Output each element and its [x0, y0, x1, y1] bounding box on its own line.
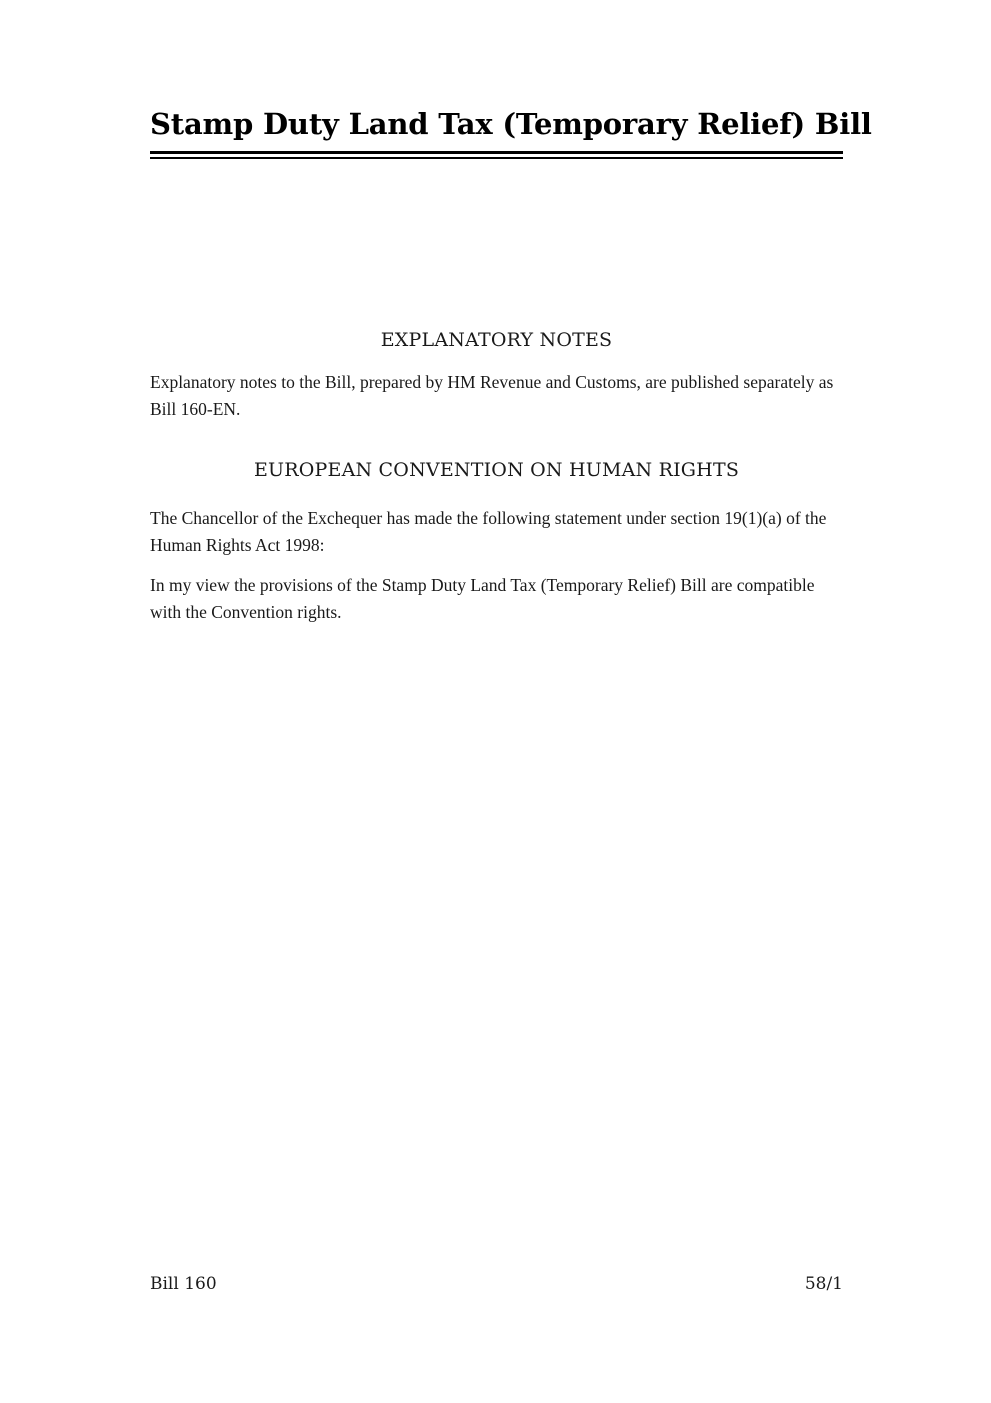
section-heading-explanatory-notes: EXPLANATORY NOTES [380, 329, 613, 351]
title-double-rule-thick [150, 151, 843, 154]
paragraph-explanatory-notes: Explanatory notes to the Bill, prepared by HM Revenue and Customs, are published separately as Bill 160-EN. [150, 372, 834, 419]
section-heading-european-convention: EUROPEAN CONVENTION ON HUMAN RIGHTS [253, 459, 740, 481]
footer-bill-number: Bill 160 [150, 1274, 217, 1294]
footer-session-print-number: 58/1 [804, 1274, 843, 1294]
page-footer [150, 1272, 843, 1296]
paragraph-chancellor-statement: The Chancellor of the Exchequer has made the following statement under section 19(1)(a) of the Human Rights Act 1998: [150, 508, 827, 555]
bill-title: Stamp Duty Land Tax (Temporary Relief) Bill [150, 107, 872, 141]
paragraph-compatibility-statement: In my view the provisions of the Stamp Duty Land Tax (Temporary Relief) Bill are compatible with the Convention rights. [150, 575, 815, 622]
title-double-rule-thin [150, 157, 843, 159]
